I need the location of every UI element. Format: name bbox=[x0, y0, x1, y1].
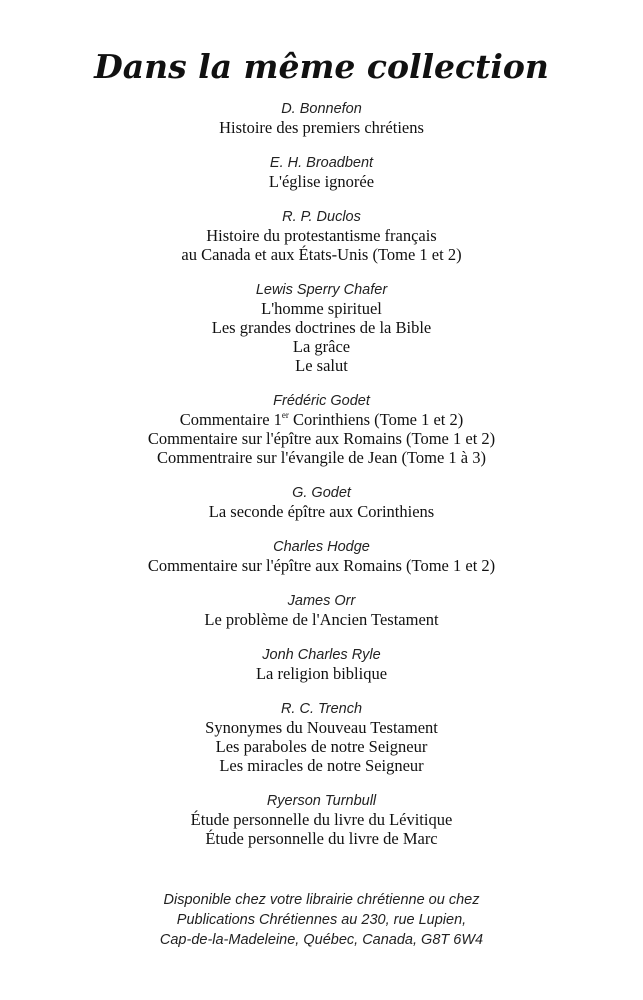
author-name: E. H. Broadbent bbox=[269, 155, 374, 171]
book-title: La seconde épître aux Corinthiens bbox=[208, 502, 435, 521]
author-name: Ryerson Turnbull bbox=[266, 793, 377, 809]
page-title: Dans la même collection bbox=[94, 47, 549, 86]
footer-line: Publications Chrétiennes au 230, rue Lupien, bbox=[176, 912, 467, 928]
book-title: Les grandes doctrines de la Bible bbox=[211, 318, 432, 337]
book-title-suffix: Corinthiens (Tome 1 et 2) bbox=[288, 410, 464, 429]
entry-frederic-godet bbox=[0, 392, 643, 467]
author-name: Lewis Sperry Chafer bbox=[255, 282, 388, 298]
author-name: Charles Hodge bbox=[273, 539, 370, 555]
entry-bonnefon bbox=[0, 100, 643, 137]
book-title: L'église ignorée bbox=[268, 172, 375, 191]
book-title: au Canada et aux États-Unis (Tome 1 et 2) bbox=[181, 245, 462, 264]
entry-orr bbox=[0, 592, 643, 629]
entry-trench bbox=[0, 700, 643, 775]
book-title-corinthiens bbox=[0, 410, 643, 429]
author-name: G. Godet bbox=[292, 485, 351, 501]
book-title: Le problème de l'Ancien Testament bbox=[204, 610, 439, 629]
book-title: Synonymes du Nouveau Testament bbox=[205, 718, 438, 737]
book-title: Commentaire sur l'épître aux Romains (Tome 1 et 2) bbox=[147, 556, 496, 575]
book-title: La grâce bbox=[292, 337, 351, 356]
book-title: Histoire des premiers chrétiens bbox=[219, 118, 424, 137]
book-title: Commentraire sur l'évangile de Jean (Tome 1 à 3) bbox=[157, 448, 486, 467]
book-title: Le salut bbox=[295, 356, 348, 375]
book-title: Étude personnelle du livre de Marc bbox=[205, 829, 438, 848]
author-name: R. P. Duclos bbox=[282, 209, 361, 225]
entry-broadbent bbox=[0, 154, 643, 191]
book-title: Étude personnelle du livre du Lévitique bbox=[190, 810, 453, 829]
availability-note bbox=[0, 890, 643, 950]
author-name: Frédéric Godet bbox=[273, 393, 370, 409]
footer-line: Disponible chez votre librairie chrétienne ou chez bbox=[163, 892, 480, 908]
author-name: D. Bonnefon bbox=[281, 101, 362, 117]
book-title-prefix: Commentaire 1 bbox=[179, 410, 282, 429]
book-title: Les miracles de notre Seigneur bbox=[219, 756, 424, 775]
entry-chafer bbox=[0, 281, 643, 375]
entry-duclos bbox=[0, 208, 643, 264]
entry-g-godet bbox=[0, 484, 643, 521]
entry-turnbull bbox=[0, 792, 643, 848]
book-title: Commentaire sur l'épître aux Romains (Tome 1 et 2) bbox=[147, 429, 496, 448]
entries-list bbox=[0, 100, 643, 865]
book-title: La religion biblique bbox=[255, 664, 388, 683]
entry-ryle bbox=[0, 646, 643, 683]
book-title: L'homme spirituel bbox=[261, 299, 382, 318]
book-title: Les paraboles de notre Seigneur bbox=[215, 737, 428, 756]
book-title: Histoire du protestantisme français bbox=[206, 226, 437, 245]
author-name: Jonh Charles Ryle bbox=[262, 647, 381, 663]
author-name: R. C. Trench bbox=[280, 701, 363, 717]
footer-line: Cap-de-la-Madeleine, Québec, Canada, G8T 6W4 bbox=[159, 932, 484, 948]
entry-hodge bbox=[0, 538, 643, 575]
author-name: James Orr bbox=[287, 593, 356, 609]
ordinal-superscript: er bbox=[281, 410, 289, 420]
